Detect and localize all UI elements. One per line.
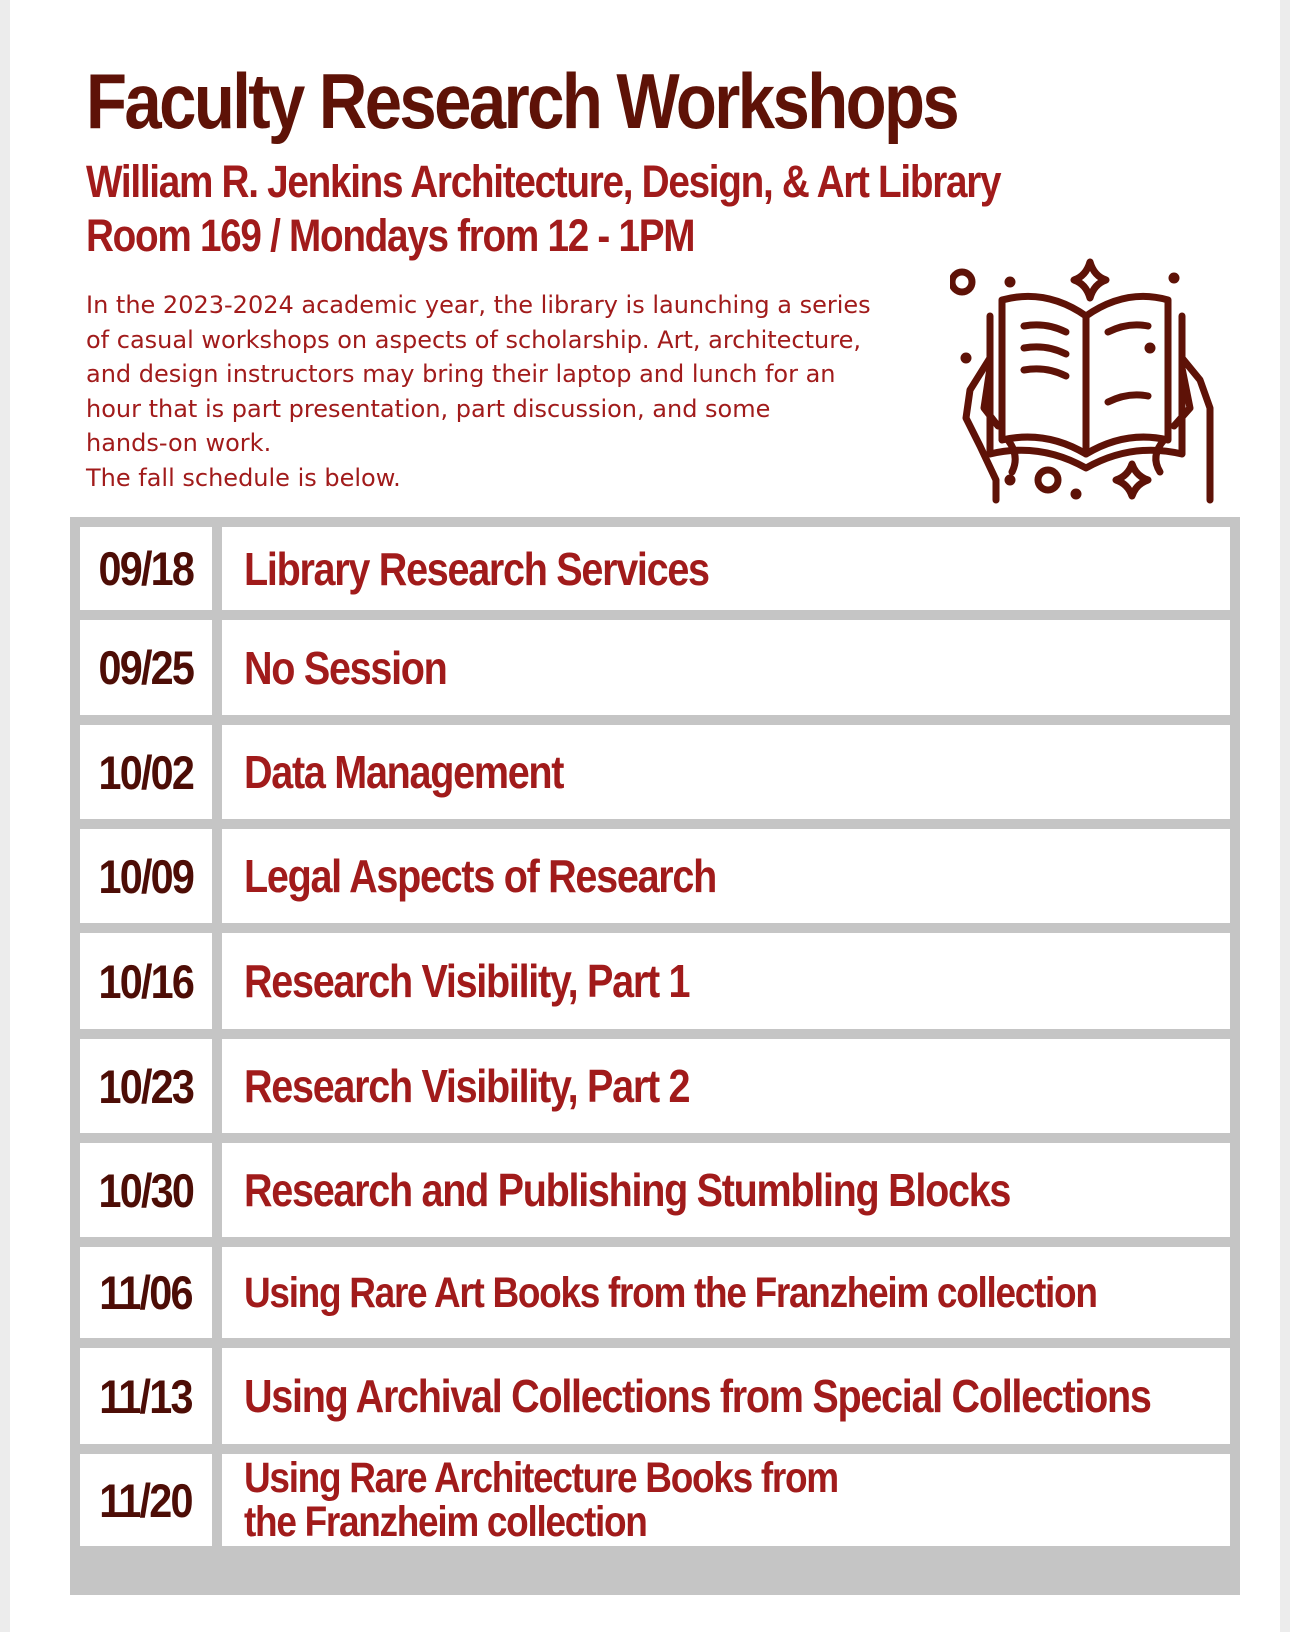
open-book-hands-icon xyxy=(950,258,1230,518)
date-cell xyxy=(80,933,212,1029)
topic-cell xyxy=(222,1247,1230,1338)
schedule-row xyxy=(70,1454,1240,1546)
schedule-row xyxy=(70,620,1240,715)
session-topic xyxy=(244,1456,838,1544)
session-topic: Using Rare Art Books from the Franzheim collection xyxy=(244,1268,1097,1317)
date-cell xyxy=(80,1143,212,1237)
session-date: 10/02 xyxy=(98,745,194,799)
flyer-page xyxy=(10,0,1280,1632)
session-date: 11/20 xyxy=(99,1473,193,1527)
schedule-row xyxy=(70,527,1240,610)
date-cell xyxy=(80,1454,212,1546)
intro-paragraph xyxy=(86,288,906,495)
schedule-row xyxy=(70,933,1240,1029)
schedule-row xyxy=(70,1247,1240,1338)
topic-cell xyxy=(222,620,1230,715)
topic-cell xyxy=(222,1454,1230,1546)
session-topic: Data Management xyxy=(244,746,564,798)
intro-line: of casual workshops on aspects of scholarship. Art, architecture, xyxy=(86,325,861,354)
session-date: 10/30 xyxy=(98,1163,194,1217)
session-date: 11/06 xyxy=(99,1266,193,1319)
topic-cell xyxy=(222,1039,1230,1133)
schedule-table xyxy=(70,517,1240,1595)
session-topic: Research and Publishing Stumbling Blocks xyxy=(244,1164,1011,1216)
schedule-row xyxy=(70,1143,1240,1237)
topic-cell xyxy=(222,725,1230,819)
topic-cell xyxy=(222,527,1230,610)
session-topic-line: the Franzheim collection xyxy=(244,1498,647,1546)
schedule-row xyxy=(70,829,1240,923)
topic-cell xyxy=(222,1143,1230,1237)
topic-cell xyxy=(222,829,1230,923)
date-cell xyxy=(80,1247,212,1338)
intro-line: hands-on work. xyxy=(86,429,272,457)
session-date: 10/16 xyxy=(98,954,194,1008)
intro-line: The fall schedule is below. xyxy=(86,463,401,492)
session-topic: No Session xyxy=(244,641,447,694)
date-cell xyxy=(80,1348,212,1444)
page-title: Faculty Research Workshops xyxy=(86,57,958,145)
room-and-time: Room 169 / Mondays from 12 - 1PM xyxy=(86,210,695,261)
session-topic: Research Visibility, Part 1 xyxy=(244,955,690,1007)
session-topic-line: Using Rare Architecture Books from xyxy=(244,1454,838,1502)
session-date: 10/09 xyxy=(98,849,194,903)
schedule-row xyxy=(70,725,1240,819)
session-date: 09/25 xyxy=(98,641,194,694)
session-date: 10/23 xyxy=(98,1059,194,1113)
library-name: William R. Jenkins Architecture, Design, & Art Library xyxy=(86,156,1001,207)
session-topic: Research Visibility, Part 2 xyxy=(244,1060,690,1112)
schedule-row xyxy=(70,1348,1240,1444)
intro-line: and design instructors may bring their laptop and lunch for an xyxy=(86,360,836,388)
schedule-row xyxy=(70,1039,1240,1133)
intro-line: In the 2023-2024 academic year, the library is launching a series xyxy=(86,291,871,319)
intro-line: hour that is part presentation, part discussion, and some xyxy=(86,394,771,423)
session-topic: Legal Aspects of Research xyxy=(244,850,716,902)
date-cell xyxy=(80,1039,212,1133)
topic-cell xyxy=(222,1348,1230,1444)
date-cell xyxy=(80,725,212,819)
session-topic: Using Archival Collections from Special Collections xyxy=(244,1370,1151,1422)
session-date: 09/18 xyxy=(98,542,194,595)
date-cell xyxy=(80,620,212,715)
topic-cell xyxy=(222,933,1230,1029)
session-date: 11/13 xyxy=(99,1369,193,1423)
session-topic: Library Research Services xyxy=(244,542,709,595)
date-cell xyxy=(80,829,212,923)
date-cell xyxy=(80,527,212,610)
